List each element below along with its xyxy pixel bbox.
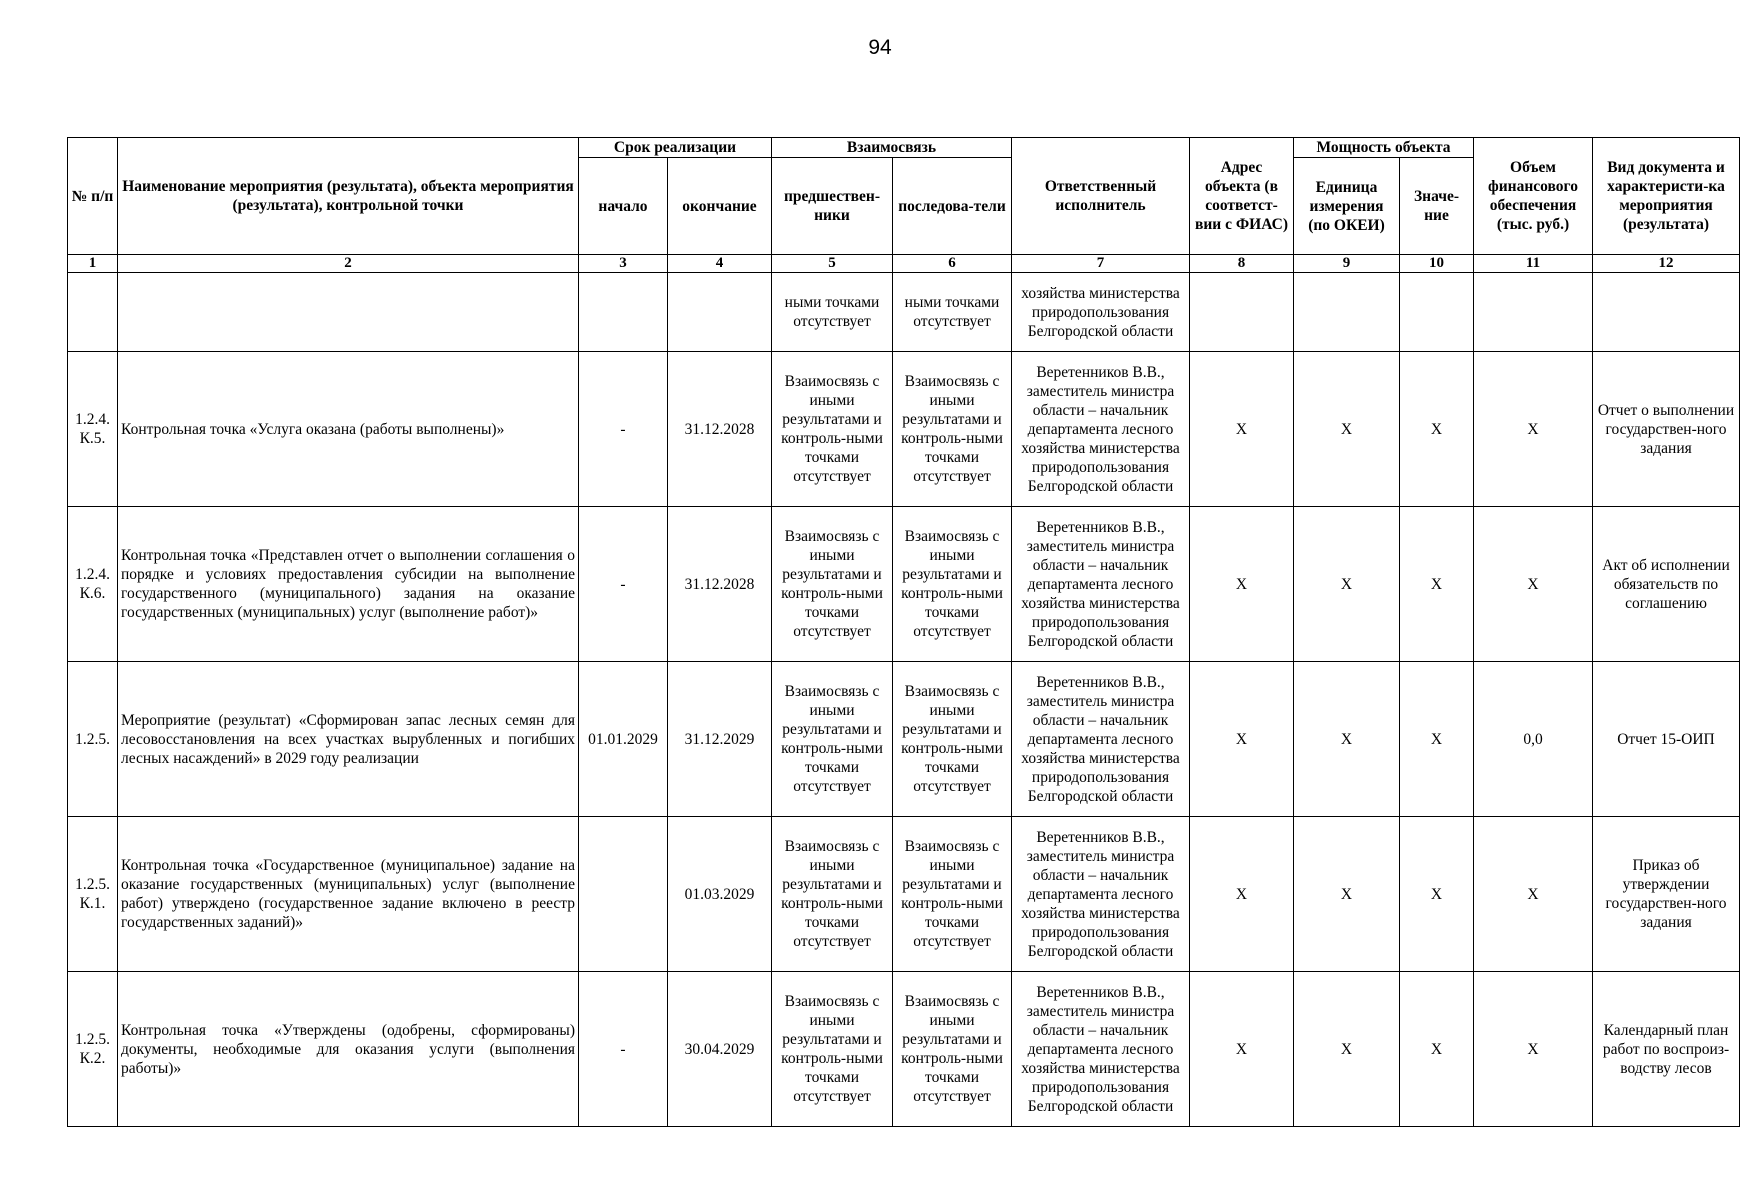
column-number: 9 <box>1294 255 1400 273</box>
cell-start <box>579 817 668 972</box>
cell-name: Контрольная точка «Утверждены (одобрены, сформированы) документы, необходимые для оказания услуги (выполнения работы)» <box>118 972 579 1127</box>
header-link: Взаимосвязь <box>772 138 1012 158</box>
cell-unit: X <box>1294 972 1400 1127</box>
column-number: 10 <box>1400 255 1474 273</box>
cell-start: - <box>579 352 668 507</box>
header-responsible: Ответственный исполнитель <box>1012 138 1190 255</box>
cell-responsible: Веретенников В.В., заместитель министра области – начальник департамента лесного хозяйства министерства природопользования Белгородской области <box>1012 972 1190 1127</box>
cell-num <box>68 273 118 352</box>
cell-unit <box>1294 273 1400 352</box>
cell-next: Взаимосвязь с иными результатами и контроль-ными точками отсутствует <box>893 662 1012 817</box>
cell-finance: X <box>1474 972 1593 1127</box>
cell-num: 1.2.4. К.6. <box>68 507 118 662</box>
column-number: 2 <box>118 255 579 273</box>
header-link-prev: предшествен-ники <box>772 158 893 255</box>
table-row <box>68 507 1740 662</box>
column-number: 11 <box>1474 255 1593 273</box>
cell-end: 30.04.2029 <box>668 972 772 1127</box>
cell-name: Контрольная точка «Представлен отчет о выполнении соглашения о порядке и условиях предоставления субсидии на выполнение государственного (муниципального) задания на оказание государственных (муниципальных) услуг (выполнение работ)» <box>118 507 579 662</box>
header-num: № п/п <box>68 138 118 255</box>
cell-start: - <box>579 972 668 1127</box>
cell-start <box>579 273 668 352</box>
table-header <box>68 138 1740 273</box>
cell-address: X <box>1190 972 1294 1127</box>
cell-end: 31.12.2028 <box>668 352 772 507</box>
cell-doc: Календарный план работ по воспроиз-водству лесов <box>1593 972 1740 1127</box>
cell-name: Мероприятие (результат) «Сформирован запас лесных семян для лесовосстановления на всех участках вырубленных и погибших лесных насаждений» в 2029 году реализации <box>118 662 579 817</box>
continuation-row <box>68 273 1740 352</box>
cell-name <box>118 273 579 352</box>
cell-num: 1.2.5. К.1. <box>68 817 118 972</box>
cell-prev: Взаимосвязь с иными результатами и контроль-ными точками отсутствует <box>772 352 893 507</box>
cell-start: 01.01.2029 <box>579 662 668 817</box>
cell-finance: X <box>1474 352 1593 507</box>
cell-responsible: хозяйства министерства природопользования Белгородской области <box>1012 273 1190 352</box>
column-number: 5 <box>772 255 893 273</box>
cell-unit: X <box>1294 507 1400 662</box>
cell-value: X <box>1400 972 1474 1127</box>
column-number: 4 <box>668 255 772 273</box>
cell-end: 31.12.2028 <box>668 507 772 662</box>
cell-finance: X <box>1474 817 1593 972</box>
cell-doc <box>1593 273 1740 352</box>
cell-value: X <box>1400 507 1474 662</box>
table-row <box>68 972 1740 1127</box>
cell-doc: Приказ об утверждении государствен-ного задания <box>1593 817 1740 972</box>
header-capacity-unit: Единица измерения (по ОКЕИ) <box>1294 158 1400 255</box>
cell-value <box>1400 273 1474 352</box>
column-number: 7 <box>1012 255 1190 273</box>
cell-finance: 0,0 <box>1474 662 1593 817</box>
cell-name: Контрольная точка «Государственное (муниципальное) задание на оказание государственных (муниципальных) услуг (выполнение работ) утверждено (государственное задание включено в реестр государственных заданий)» <box>118 817 579 972</box>
cell-doc: Отчет 15-ОИП <box>1593 662 1740 817</box>
cell-next: Взаимосвязь с иными результатами и контроль-ными точками отсутствует <box>893 352 1012 507</box>
cell-address <box>1190 273 1294 352</box>
cell-prev: Взаимосвязь с иными результатами и контроль-ными точками отсутствует <box>772 972 893 1127</box>
column-number: 8 <box>1190 255 1294 273</box>
table-row <box>68 817 1740 972</box>
column-number-row <box>68 255 1740 273</box>
cell-value: X <box>1400 662 1474 817</box>
cell-finance <box>1474 273 1593 352</box>
column-number: 3 <box>579 255 668 273</box>
header-period-end: окончание <box>668 158 772 255</box>
cell-address: X <box>1190 817 1294 972</box>
header-period-start: начало <box>579 158 668 255</box>
cell-address: X <box>1190 507 1294 662</box>
cell-next: Взаимосвязь с иными результатами и контроль-ными точками отсутствует <box>893 972 1012 1127</box>
cell-address: X <box>1190 662 1294 817</box>
cell-address: X <box>1190 352 1294 507</box>
column-number: 1 <box>68 255 118 273</box>
cell-num: 1.2.4. К.5. <box>68 352 118 507</box>
header-doc-type: Вид документа и характеристи-ка мероприятия (результата) <box>1593 138 1740 255</box>
cell-end: 31.12.2029 <box>668 662 772 817</box>
header-name: Наименование мероприятия (результата), объекта мероприятия (результата), контрольной точки <box>118 138 579 255</box>
table-row <box>68 352 1740 507</box>
cell-end <box>668 273 772 352</box>
cell-name: Контрольная точка «Услуга оказана (работы выполнены)» <box>118 352 579 507</box>
header-address: Адрес объекта (в соответст-вии с ФИАС) <box>1190 138 1294 255</box>
cell-finance: X <box>1474 507 1593 662</box>
cell-next: ными точками отсутствует <box>893 273 1012 352</box>
column-number: 12 <box>1593 255 1740 273</box>
cell-value: X <box>1400 817 1474 972</box>
header-capacity-value: Значе-ние <box>1400 158 1474 255</box>
cell-responsible: Веретенников В.В., заместитель министра области – начальник департамента лесного хозяйства министерства природопользования Белгородской области <box>1012 352 1190 507</box>
cell-unit: X <box>1294 662 1400 817</box>
cell-doc: Акт об исполнении обязательств по соглашению <box>1593 507 1740 662</box>
cell-unit: X <box>1294 352 1400 507</box>
cell-doc: Отчет о выполнении государствен-ного задания <box>1593 352 1740 507</box>
plan-table <box>67 137 1740 1127</box>
cell-next: Взаимосвязь с иными результатами и контроль-ными точками отсутствует <box>893 507 1012 662</box>
cell-responsible: Веретенников В.В., заместитель министра области – начальник департамента лесного хозяйства министерства природопользования Белгородской области <box>1012 507 1190 662</box>
cell-responsible: Веретенников В.В., заместитель министра области – начальник департамента лесного хозяйства министерства природопользования Белгородской области <box>1012 662 1190 817</box>
cell-num: 1.2.5. <box>68 662 118 817</box>
cell-prev: Взаимосвязь с иными результатами и контроль-ными точками отсутствует <box>772 507 893 662</box>
cell-unit: X <box>1294 817 1400 972</box>
cell-num: 1.2.5. К.2. <box>68 972 118 1127</box>
header-capacity: Мощность объекта <box>1294 138 1474 158</box>
page-number: 94 <box>868 36 892 59</box>
header-finance: Объем финансового обеспечения (тыс. руб.) <box>1474 138 1593 255</box>
header-period: Срок реализации <box>579 138 772 158</box>
table-row <box>68 662 1740 817</box>
header-link-next: последова-тели <box>893 158 1012 255</box>
cell-end: 01.03.2029 <box>668 817 772 972</box>
cell-next: Взаимосвязь с иными результатами и контроль-ными точками отсутствует <box>893 817 1012 972</box>
cell-start: - <box>579 507 668 662</box>
cell-prev: Взаимосвязь с иными результатами и контроль-ными точками отсутствует <box>772 662 893 817</box>
cell-prev: Взаимосвязь с иными результатами и контроль-ными точками отсутствует <box>772 817 893 972</box>
cell-prev: ными точками отсутствует <box>772 273 893 352</box>
cell-value: X <box>1400 352 1474 507</box>
cell-responsible: Веретенников В.В., заместитель министра области – начальник департамента лесного хозяйства министерства природопользования Белгородской области <box>1012 817 1190 972</box>
column-number: 6 <box>893 255 1012 273</box>
